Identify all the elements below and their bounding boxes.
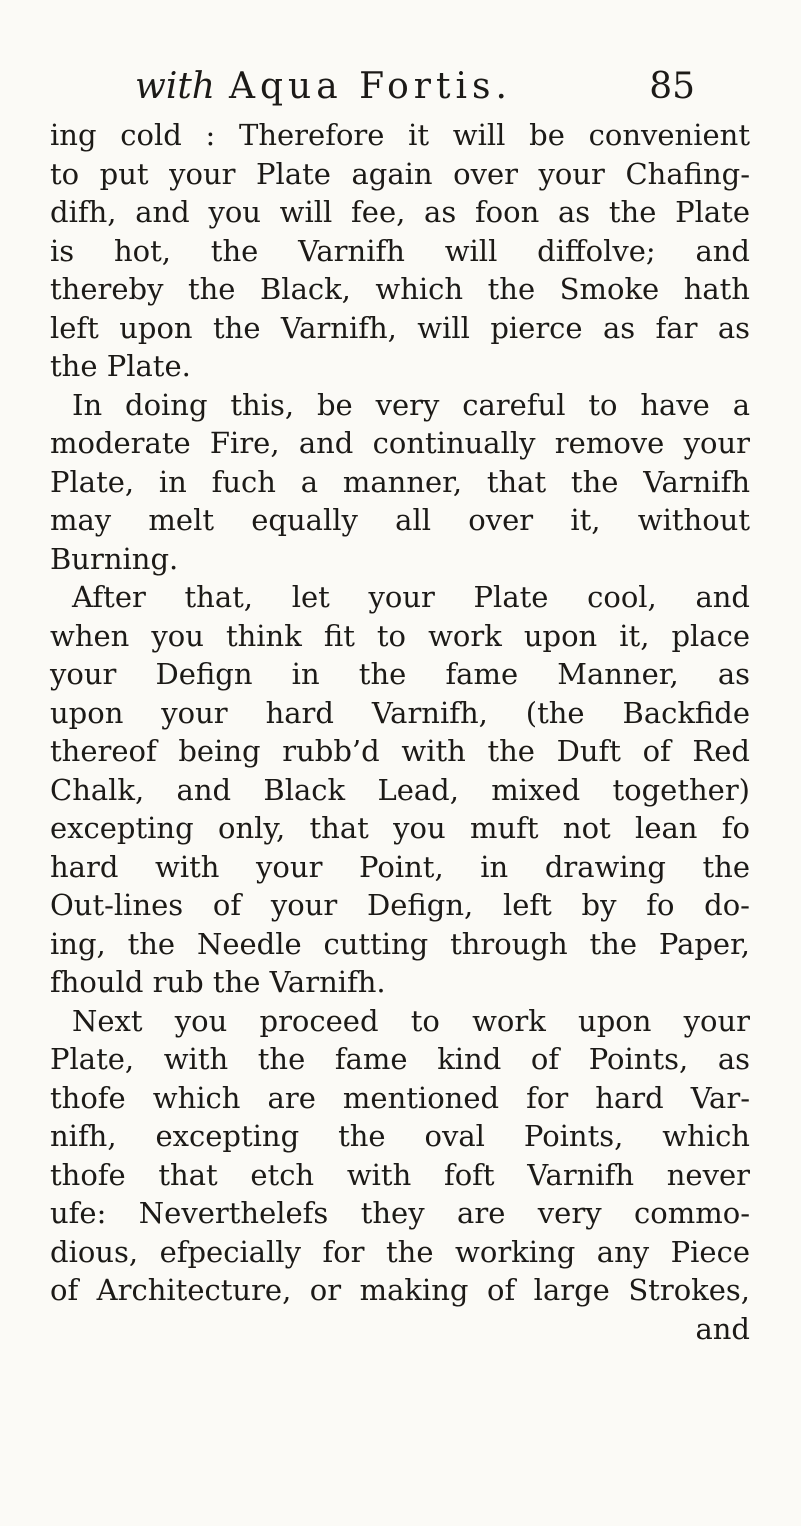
text-line: excepting only, that you muft not lean fo [50,811,750,845]
body-text [50,116,750,1348]
text-line: thereby the Black, which the Smoke hath [50,272,750,306]
running-head-italic: with [135,66,215,107]
text-line: to put your Plate again over your Chafing- [50,156,750,191]
paragraph-start-line: In doing this, be very careful to have a [72,387,750,422]
text-line: the Plate. [50,349,191,383]
text-line: Chalk, and Black Lead, mixed together) [50,772,750,807]
text-line: Plate, with the fame kind of Points, as [50,1042,750,1076]
text-line: upon your hard Varnifh, (the Backfide [50,695,750,730]
text-line: dious, efpecially for the working any Piece [50,1234,750,1269]
catchword: and [695,1311,750,1346]
text-line: ing cold : Therefore it will be convenient [50,118,750,152]
page-number: 85 [649,66,695,107]
text-line: when you think fit to work upon it, place [50,618,750,653]
text-line: ing, the Needle cutting through the Paper, [50,926,750,961]
text-line: of Architecture, or making of large Strokes, [50,1273,750,1307]
paragraph-start-line: Next you proceed to work upon your [72,1003,750,1038]
text-line: your Defign in the fame Manner, as [50,657,750,691]
text-line: Plate, in fuch a manner, that the Varnifh [50,464,750,499]
text-line: is hot, the Varnifh will diffolve; and [50,233,750,268]
text-line: Burning. [50,541,179,576]
text-line: thofe which are mentioned for hard Var- [50,1080,750,1115]
text-line: fhould rub the Varnifh. [50,965,386,999]
text-line: may melt equally all over it, without [50,503,750,537]
paragraph-start-line: After that, let your Plate cool, and [72,580,750,614]
text-line: difh, and you will fee, as foon as the Plate [50,195,750,229]
text-line: thofe that etch with foft Varnifh never [50,1157,750,1192]
text-line: Out-lines of your Defign, left by fo do- [50,888,750,922]
text-line: thereof being rubb’d with the Duft of Red [50,734,750,768]
running-head-title: Aqua Fortis. [228,66,512,107]
text-line: left upon the Varnifh, will pierce as far as [50,310,750,345]
text-line: moderate Fire, and continually remove your [50,426,750,460]
text-line: ufe: Neverthelefs they are very commo- [50,1196,750,1230]
text-line: hard with your Point, in drawing the [50,849,750,884]
text-line: nifh, excepting the oval Points, which [50,1119,750,1153]
running-head [135,62,695,112]
